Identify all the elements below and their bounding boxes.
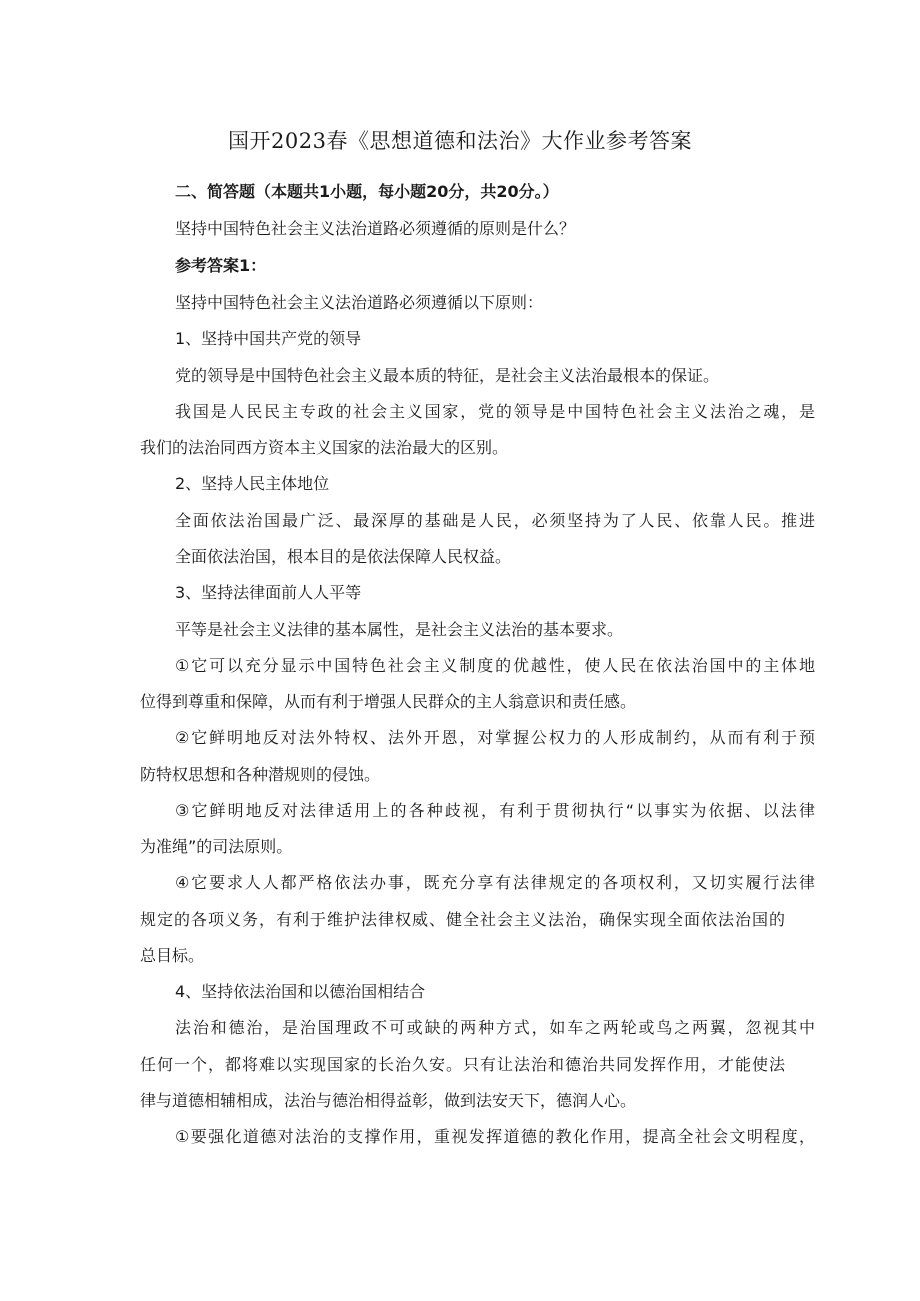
paragraph-line: 规定的各项义务，有利于维护法律权威、健全社会主义法治，确保实现全面依法治国的 (140, 910, 785, 929)
answer-label: 参考答案1： (175, 256, 267, 275)
principle-heading: 1、坚持中国共产党的领导 (175, 329, 362, 348)
paragraph-line: 律与道德相辅相成，法治与德治相得益彰，做到法安天下，德润人心。 (140, 1091, 637, 1110)
paragraph-line: ①要强化道德对法治的支撑作用，重视发挥道德的教化作用，提高全社会文明程度， (175, 1127, 815, 1146)
answer-intro: 坚持中国特色社会主义法治道路必须遵循以下原则： (175, 293, 544, 312)
paragraph-line: 全面依法治国，根本目的是依法保障人民权益。 (175, 547, 512, 566)
paragraph-line: ④它要求人人都严格依法办事，既充分享有法律规定的各项权利，又切实履行法律 (175, 873, 815, 892)
paragraph-line: 全面依法治国最广泛、最深厚的基础是人民，必须坚持为了人民、依靠人民。推进 (175, 511, 815, 530)
paragraph-line: 位得到尊重和保障，从而有利于增强人民群众的主人翁意识和责任感。 (140, 692, 637, 711)
paragraph-line: 总目标。 (140, 946, 205, 965)
paragraph-line: ②它鲜明地反对法外特权、法外开恩，对掌握公权力的人形成制约，从而有利于预 (175, 728, 815, 747)
paragraph-line: 任何一个，都将难以实现国家的长治久安。只有让法治和德治共同发挥作用，才能使法 (140, 1055, 785, 1074)
paragraph-line: ①它可以充分显示中国特色社会主义制度的优越性，使人民在依法治国中的主体地 (175, 656, 815, 675)
paragraph-line: ③它鲜明地反对法律适用上的各种歧视，有利于贯彻执行“以事实为依据、以法律 (175, 801, 815, 820)
paragraph-line: 党的领导是中国特色社会主义最本质的特征，是社会主义法治最根本的保证。 (175, 366, 720, 385)
document-title: 国开2023春《思想道德和法治》大作业参考答案 (228, 129, 692, 153)
paragraph-line: 我们的法治同西方资本主义国家的法治最大的区别。 (140, 438, 509, 457)
paragraph-line: 法治和德治，是治国理政不可或缺的两种方式，如车之两轮或鸟之两翼，忽视其中 (175, 1018, 815, 1037)
section-heading: 二、简答题（本题共1小题，每小题20分，共20分。） (175, 182, 559, 201)
question-text: 坚持中国特色社会主义法治道路必须遵循的原则是什么？ (175, 219, 576, 238)
principle-heading: 2、坚持人民主体地位 (175, 474, 330, 493)
principle-heading: 3、坚持法律面前人人平等 (175, 583, 362, 602)
paragraph-line: 平等是社会主义法律的基本属性，是社会主义法治的基本要求。 (175, 620, 624, 639)
paragraph-line: 我国是人民民主专政的社会主义国家，党的领导是中国特色社会主义法治之魂，是 (175, 402, 815, 421)
paragraph-line: 防特权思想和各种潜规则的侵蚀。 (140, 765, 381, 784)
paragraph-line: 为准绳”的司法原则。 (140, 837, 293, 856)
principle-heading: 4、坚持依法治国和以德治国相结合 (175, 982, 426, 1001)
